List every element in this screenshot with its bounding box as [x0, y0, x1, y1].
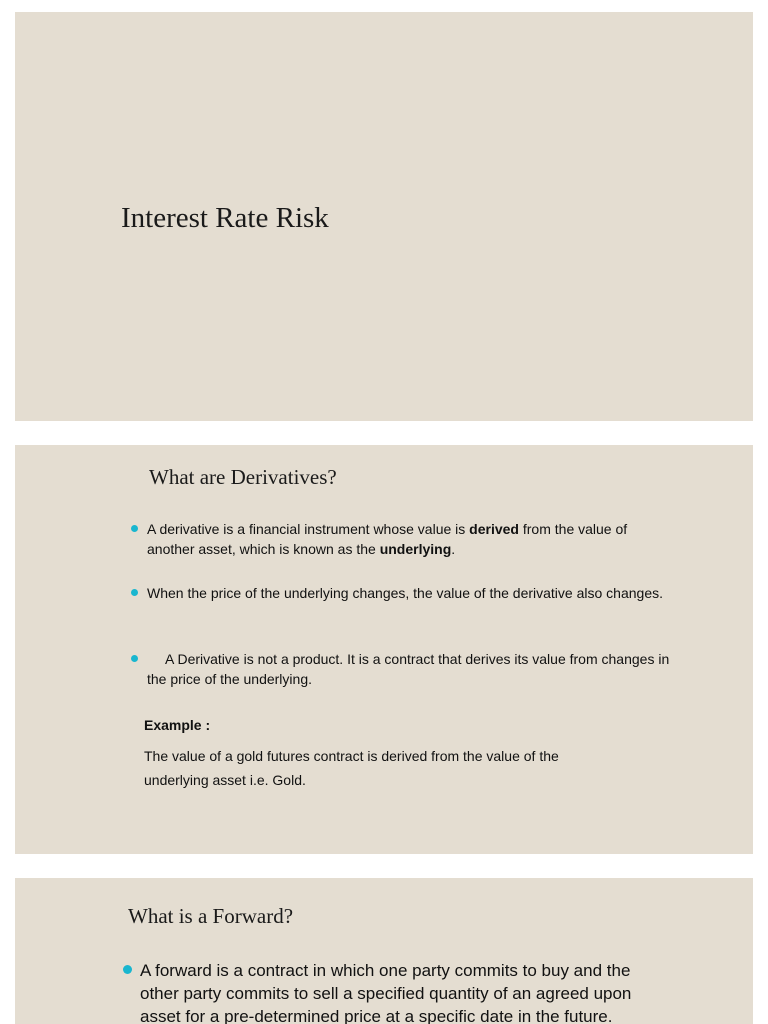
bold-term-underlying: underlying [379, 541, 452, 557]
bullet-text-part: from the value of another asset, which is known as the [147, 521, 628, 557]
slide-1 [15, 12, 753, 421]
bullet-item [131, 583, 676, 603]
bullet-item [122, 959, 642, 1024]
bullet-dot-icon [123, 965, 132, 974]
slide-title: Interest Rate Risk [121, 202, 329, 234]
bullet-text: A forward is a contract in which one party commits to buy and the other party commits to sell a specified quantity of an agreed upon asset for a pre-determined price at a specific date in the future. [140, 961, 632, 1024]
bullet-text [131, 649, 676, 689]
bold-term-derived: derived [469, 521, 519, 537]
bullet-item [131, 649, 676, 689]
bullet-text: When the price of the underlying changes, the value of the derivative also changes. [147, 585, 663, 601]
slide-2 [15, 445, 753, 854]
bullet-text-part: . [451, 541, 456, 557]
bullet-dot-icon [131, 655, 138, 662]
bullet-text [131, 519, 676, 559]
slide-title: What is a Forward? [128, 904, 294, 928]
bullet-dot-icon [131, 589, 138, 596]
bullet-dot-icon [131, 525, 138, 532]
slide-title: What are Derivatives? [149, 465, 337, 489]
bullet-text-part: A derivative is a financial instrument whose value is [147, 521, 470, 537]
slide-3 [15, 878, 753, 1024]
bullet-text-part: A Derivative is not a product. It is a contract that derives its value from changes in the price of the underlying. [147, 651, 670, 687]
example-label: Example : [144, 717, 211, 733]
bullet-item [131, 519, 676, 559]
example-text: The value of a gold futures contract is derived from the value of the underlying asset i.e. Gold. [144, 748, 559, 788]
